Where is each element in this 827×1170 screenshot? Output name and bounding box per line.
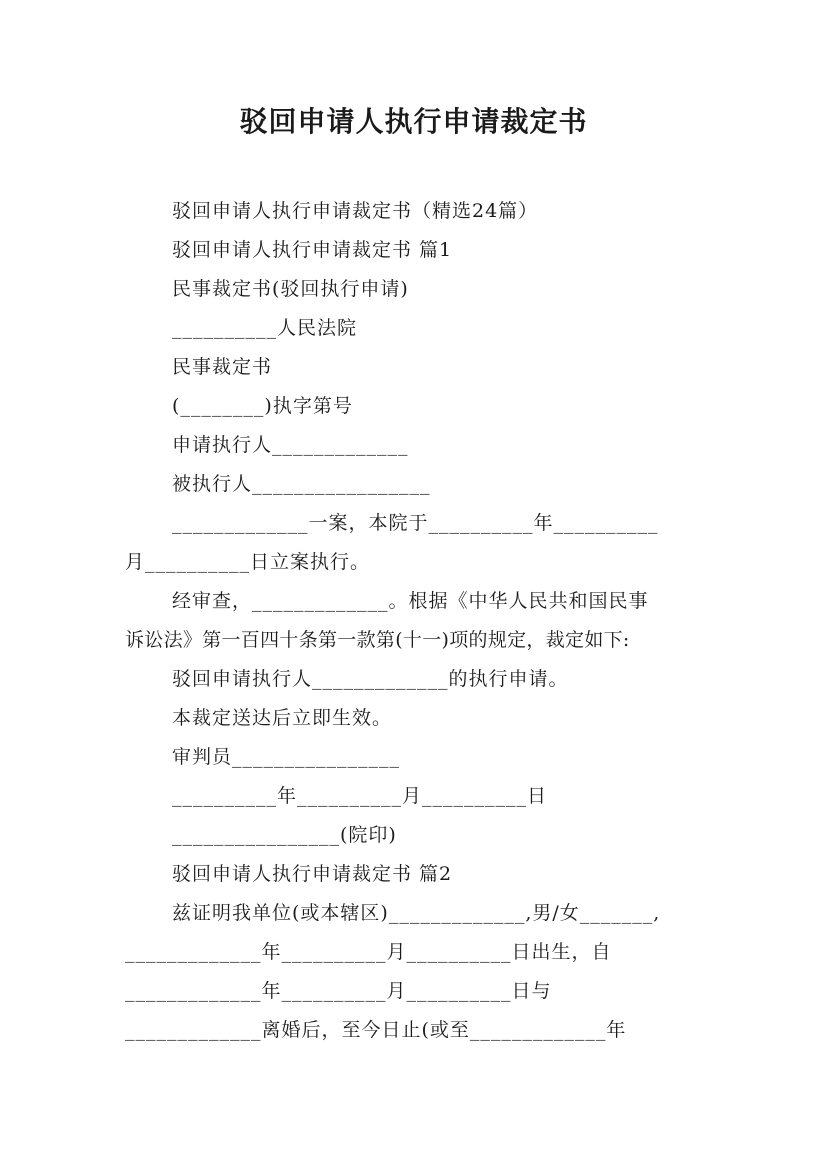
text-line: __________人民法院 xyxy=(172,317,358,339)
text-line: 民事裁定书(驳回执行申请) xyxy=(172,278,409,300)
text-line: 被执行人_________________ xyxy=(172,473,431,495)
text-line: 申请执行人_____________ xyxy=(172,434,409,456)
text-line: 诉讼法》第一百四十条第一款第(十一)项的规定，裁定如下: xyxy=(125,629,630,651)
text-line: 民事裁定书 xyxy=(172,356,273,378)
text-line: _____________一案，本院于__________年__________ xyxy=(172,512,659,534)
text-line: 兹证明我单位(或本辖区)_____________,男/女_______, xyxy=(172,902,661,924)
text-line: 月__________日立案执行。 xyxy=(125,551,371,573)
text-line: 经审查，_____________。根据《中华人民共和国民事 xyxy=(172,590,649,612)
text-line: 本裁定送达后立即生效。 xyxy=(172,707,393,729)
text-line: 审判员________________ xyxy=(172,746,401,768)
text-line: _____________离婚后，至今日止(或至_____________年 xyxy=(125,1019,627,1041)
text-line: _____________年__________月__________日与 xyxy=(125,980,552,1002)
text-line: _____________年__________月__________日出生，自 xyxy=(125,941,612,963)
text-line: __________年__________月__________日 xyxy=(172,785,548,807)
section-heading-1: 驳回申请人执行申请裁定书 篇1 xyxy=(172,239,453,261)
section-heading-2: 驳回申请人执行申请裁定书 篇2 xyxy=(172,863,453,885)
text-line: 驳回申请执行人_____________的执行申请。 xyxy=(172,668,569,690)
text-line: (________)执字第号 xyxy=(172,395,353,417)
document-title: 驳回申请人执行申请裁定书 xyxy=(239,105,588,138)
subtitle-line: 驳回申请人执行申请裁定书（精选24篇） xyxy=(172,200,539,222)
text-line: ________________(院印) xyxy=(172,824,397,846)
